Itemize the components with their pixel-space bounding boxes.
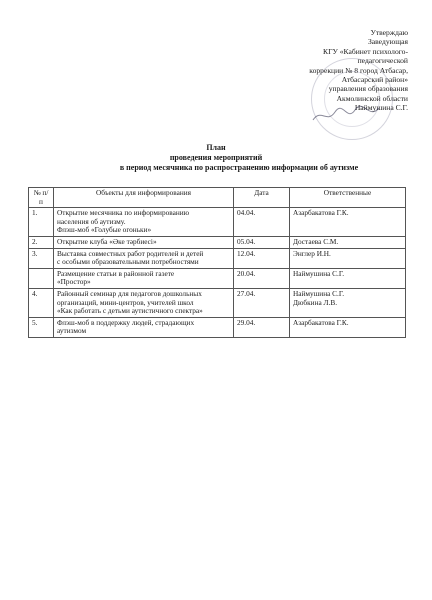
row-responsible-line: Азарбакатова Г.К. <box>293 317 349 327</box>
row-responsible-line: Азарбакатова Г.К. <box>293 208 349 218</box>
row-responsible-line: Дюбкина Л.В. <box>293 297 338 307</box>
row-objects-line: Выставка совместных работ родителей и детей <box>57 248 204 258</box>
row-objects-line: «Простор» <box>57 277 91 287</box>
approval-block <box>278 28 408 113</box>
header-objects: Объекты для информирования <box>54 188 234 208</box>
approval-line: Заведующая <box>367 37 408 47</box>
row-date: 04.04. <box>234 208 290 237</box>
document-title <box>0 143 432 173</box>
approval-line: педагогической <box>357 56 408 66</box>
approval-line: коррекции № 8 город Атбасар, <box>309 65 408 75</box>
table-row <box>29 317 406 337</box>
row-responsible-line: Энглер И.Н. <box>293 248 331 258</box>
row-objects <box>54 236 234 248</box>
title-line-1: План <box>206 143 226 152</box>
row-objects <box>54 288 234 317</box>
row-num: 2. <box>29 236 54 248</box>
table-row <box>29 236 406 248</box>
row-objects-line: организаций, мини-центров, учителей школ <box>57 297 194 307</box>
table-row <box>29 208 406 237</box>
table-row <box>29 288 406 317</box>
row-objects-line: Районный семинар для педагогов дошкольных <box>57 288 202 298</box>
approval-line: Наймушина С.Г. <box>354 103 408 113</box>
table-header-row <box>29 188 406 208</box>
header-num: № п/ п <box>29 188 54 208</box>
approval-line: управления образования <box>328 84 408 94</box>
table-row <box>29 268 406 288</box>
title-line-2: проведения мероприятий <box>169 153 263 162</box>
row-objects <box>54 208 234 237</box>
title-line-3: в период месячника по распространению информации об аутизме <box>119 163 359 172</box>
row-num: 3. <box>29 248 54 268</box>
row-date: 05.04. <box>234 236 290 248</box>
row-responsible-line: Наймушина С.Г. <box>293 268 345 278</box>
row-objects <box>54 248 234 268</box>
row-objects-line: Флэш-моб «Голубые огоньки» <box>57 225 152 235</box>
row-responsible <box>290 317 406 337</box>
table-row <box>29 248 406 268</box>
row-date: 29.04. <box>234 317 290 337</box>
row-num: 5. <box>29 317 54 337</box>
header-date: Дата <box>234 188 290 208</box>
row-objects-line: «Как работать с детьми аутистичного спектра» <box>57 306 203 316</box>
row-responsible <box>290 248 406 268</box>
approval-line: Утверждаю <box>370 28 408 37</box>
row-date: 20.04. <box>234 268 290 288</box>
approval-line: Акмолинской области <box>336 93 408 103</box>
row-objects <box>54 317 234 337</box>
row-responsible <box>290 268 406 288</box>
row-objects <box>54 268 234 288</box>
header-responsible: Ответственные <box>290 188 406 208</box>
row-responsible-line: Достаева С.М. <box>293 236 339 246</box>
row-objects-line: с особыми образовательными потребностями <box>57 257 199 267</box>
row-objects-line: Открытие клуба «Әке тәрбиесі» <box>57 236 157 246</box>
approval-line: Атбасарский район» <box>341 75 408 85</box>
row-num: 4. <box>29 288 54 317</box>
row-date: 27.04. <box>234 288 290 317</box>
events-table <box>28 187 406 338</box>
row-responsible-line: Наймушина С.Г. <box>293 288 345 298</box>
row-num <box>29 268 54 288</box>
row-objects-line: населения об аутизму. <box>57 216 126 226</box>
row-responsible <box>290 208 406 237</box>
row-objects-line: аутизмом <box>57 326 87 336</box>
row-date: 12.04. <box>234 248 290 268</box>
row-responsible <box>290 236 406 248</box>
row-num: 1. <box>29 208 54 237</box>
row-objects-line: Открытие месячника по информированию <box>57 208 190 218</box>
row-objects-line: Размещение статьи в районной газете <box>57 268 175 278</box>
row-objects-line: Флэш-моб в поддержку людей, страдающих <box>57 317 195 327</box>
approval-line: КГУ «Кабинет психолого- <box>323 46 408 56</box>
row-responsible <box>290 288 406 317</box>
